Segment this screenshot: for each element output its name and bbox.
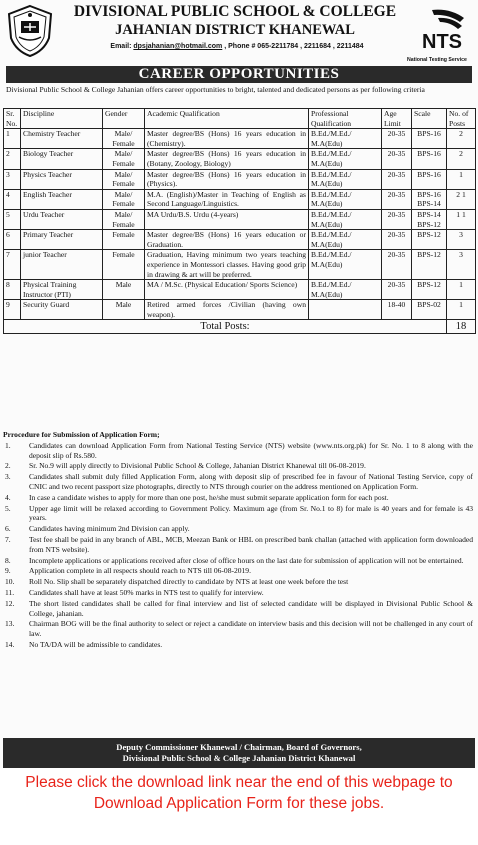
total-value: 18	[447, 320, 476, 334]
table-row	[4, 129, 476, 149]
procedure-item-text: Candidates can download Application Form from National Testing Service (NTS) website (www.nts.org.pk) for Sr. No. 1 to 8 along with the deposit slip of Rs.580.	[29, 440, 473, 460]
authority-footer	[3, 738, 475, 768]
cell-professional: B.Ed./M.Ed./ M.A(Edu)	[309, 149, 382, 169]
cell-academic: Master degree/BS (Hons) 16 years education in (Chemistry).	[145, 129, 309, 149]
procedure-item-text: Candidates shall have at least 50% marks in NTS test to qualify for interview.	[29, 587, 264, 597]
procedure-item-text: Candidates having minimum 2nd Division can apply.	[29, 524, 190, 534]
procedure-item	[3, 566, 473, 576]
table-row	[4, 230, 476, 250]
procedure-item-text: The short listed candidates shall be called for final interview and list of selected candidate will be displayed in Divisional Public School & College, jahanian.	[29, 598, 473, 618]
school-crest-icon	[4, 4, 56, 58]
procedure-item	[3, 619, 473, 639]
procedure-item	[3, 461, 473, 471]
cell-scale: BPS-12	[412, 250, 447, 280]
cell-academic: M.A. (English)/Master in Teaching of English as Second Language/Linguistics.	[145, 189, 309, 209]
cell-age: 20-35	[382, 230, 412, 250]
nts-logo-text: NTS	[422, 31, 462, 53]
col-header-posts: No. of Posts	[447, 109, 476, 129]
col-header-gender: Gender	[103, 109, 145, 129]
table-row	[4, 300, 476, 320]
nts-logo-icon	[402, 6, 472, 64]
cell-academic: Master degree/BS (Hons) 16 years education in (Physics).	[145, 169, 309, 189]
cell-academic: Master degree/BS (Hons) 16 years education or Graduation.	[145, 230, 309, 250]
jobs-table	[3, 108, 476, 334]
school-subtitle: JAHANIAN DISTRICT KHANEWAL	[115, 22, 355, 38]
cell-posts: 1 1	[447, 209, 476, 229]
table-row	[4, 209, 476, 229]
cell-academic: Retired armed forces /Civilian (having own weapon).	[145, 300, 309, 320]
procedure-item-text: Incomplete applications or applications received after close of office hours on the last date for submission of application will not be entertained.	[29, 555, 464, 565]
cell-age: 20-35	[382, 209, 412, 229]
procedure-item-text: Roll No. Slip shall be separately dispatched directly to candidate by NTS at least one week before the test	[29, 577, 349, 587]
cell-gender: Male/ Female	[103, 129, 145, 149]
table-header-row	[4, 109, 476, 129]
cell-gender: Female	[103, 250, 145, 280]
cell-sr: 9	[4, 300, 21, 320]
cell-scale: BPS-12	[412, 230, 447, 250]
cell-professional: B.Ed./M.Ed./ M.A(Edu)	[309, 230, 382, 250]
procedure-item-number: 4.	[5, 492, 11, 502]
cell-sr: 7	[4, 250, 21, 280]
cell-age: 18-40	[382, 300, 412, 320]
cell-professional: B.Ed./M.Ed./ M.A(Edu)	[309, 169, 382, 189]
procedure-item	[3, 441, 473, 461]
cell-age: 20-35	[382, 129, 412, 149]
cell-professional: B.Ed./M.Ed./ M.A(Edu)	[309, 209, 382, 229]
cell-scale: BPS-14 BPS-12	[412, 209, 447, 229]
cell-scale: BPS-16	[412, 149, 447, 169]
cell-gender: Female	[103, 230, 145, 250]
cell-posts: 1	[447, 169, 476, 189]
col-header-academic: Academic Qualification	[145, 109, 309, 129]
cell-discipline: Chemistry Teacher	[21, 129, 103, 149]
cell-sr: 6	[4, 230, 21, 250]
nts-logo-caption: National Testing Service	[407, 57, 467, 63]
cell-age: 20-35	[382, 189, 412, 209]
procedure-item-number: 7.	[5, 534, 11, 544]
procedure-item	[3, 535, 473, 555]
table-row	[4, 280, 476, 300]
cell-sr: 3	[4, 169, 21, 189]
procedure-item-text: Sr. No.9 will apply directly to Divisional Public School & College, Jahanian District Khanewal till 06-08-2019.	[29, 461, 366, 471]
cell-age: 20-35	[382, 250, 412, 280]
procedure-item-text: Candidates shall submit duly filled Application Form, along with deposit slip of prescribed fee in favour of National Testing Service, copy of CNIC and two recent passport size photographs, directly to NTS through courier on the address mentioned on Application Form.	[29, 472, 473, 491]
cell-discipline: junior Teacher	[21, 250, 103, 280]
cell-gender: Male	[103, 300, 145, 320]
cell-professional: B.Ed./M.Ed./ M.A(Edu)	[309, 250, 382, 280]
cell-professional	[309, 300, 382, 320]
cell-scale: BPS-12	[412, 280, 447, 300]
col-header-scale: Scale	[412, 109, 447, 129]
cell-posts: 2	[447, 129, 476, 149]
procedure-item-number: 2.	[5, 461, 11, 471]
col-header-professional: Professional Qualification	[309, 109, 382, 129]
cell-discipline: Physical Training Instructor (PTI)	[21, 280, 103, 300]
cell-scale: BPS-16	[412, 169, 447, 189]
ad-header	[0, 0, 478, 66]
cell-sr: 4	[4, 189, 21, 209]
procedure-item-text: In case a candidate wishes to apply for more than one post, he/she must submit separate application form for each post.	[29, 492, 389, 502]
cell-scale: BPS-16 BPS-14	[412, 189, 447, 209]
cell-discipline: Physics Teacher	[21, 169, 103, 189]
email-label: Email:	[110, 43, 132, 50]
procedure-item-number: 5.	[5, 503, 11, 513]
cell-sr: 8	[4, 280, 21, 300]
procedure-section	[3, 430, 473, 651]
school-title: DIVISIONAL PUBLIC SCHOOL & COLLEGE	[73, 3, 397, 20]
download-notice: Please click the download link near the end of this webpage to Download Application Form for these jobs.	[25, 774, 453, 812]
procedure-item-text: Chairman BOG will be the final authority to select or reject a candidate on interview basis and this decision will not be challenged in any court of law.	[29, 619, 473, 639]
cell-posts: 3	[447, 250, 476, 280]
cell-scale: BPS-16	[412, 129, 447, 149]
table-row	[4, 149, 476, 169]
cell-posts: 1	[447, 280, 476, 300]
procedure-item	[3, 599, 473, 619]
procedure-item-number: 10.	[5, 577, 15, 587]
cell-academic: Master degree/BS (Hons) 16 years education in (Botany, Zoology, Biology)	[145, 149, 309, 169]
procedure-item	[3, 493, 473, 503]
cell-academic: MA / M.Sc. (Physical Education/ Sports Science)	[145, 280, 309, 300]
cell-posts: 2	[447, 149, 476, 169]
cell-academic: Graduation, Having minimum two years teaching experience in Montessori classes. Having good grip in drawing & art will be preferred.	[145, 250, 309, 280]
cell-sr: 2	[4, 149, 21, 169]
table-row	[4, 169, 476, 189]
procedure-item	[3, 577, 473, 587]
total-row	[4, 320, 476, 334]
authority-line-1: Deputy Commissioner Khanewal / Chairman, Board of Governors,	[116, 742, 362, 752]
phone-text: , Phone # 065-2211784 , 2211684 , 2211484	[224, 43, 364, 50]
cell-gender: Male/ Female	[103, 189, 145, 209]
cell-age: 20-35	[382, 280, 412, 300]
procedure-item-number: 8.	[5, 555, 11, 565]
col-header-age: Age Limit	[382, 109, 412, 129]
cell-discipline: English Teacher	[21, 189, 103, 209]
procedure-item	[3, 588, 473, 598]
cell-sr: 1	[4, 129, 21, 149]
procedure-item-number: 14.	[5, 639, 15, 649]
procedure-item-number: 9.	[5, 566, 11, 576]
cell-gender: Male/ Female	[103, 149, 145, 169]
col-header-sr: Sr. No.	[4, 109, 21, 129]
email-link[interactable]: dpsjahanian@hotmail.com	[133, 43, 223, 50]
procedure-item-number: 13.	[5, 619, 15, 629]
procedure-item-number: 6.	[5, 524, 11, 534]
jobs-table-body	[4, 129, 476, 334]
cell-discipline: Biology Teacher	[21, 149, 103, 169]
procedure-item	[3, 556, 473, 566]
career-banner: CAREER OPPORTUNITIES	[6, 66, 472, 83]
procedure-item-text: No TA/DA will be admissible to candidates.	[29, 639, 163, 649]
col-header-discipline: Discipline	[21, 109, 103, 129]
cell-gender: Male/ Female	[103, 169, 145, 189]
cell-discipline: Primary Teacher	[21, 230, 103, 250]
intro-text: Divisional Public School & College Jahanian offers career opportunities to bright, talented and dedicated persons as per following criteria	[6, 85, 425, 94]
procedure-item	[3, 640, 473, 650]
cell-academic: MA Urdu/B.S. Urdu (4-years)	[145, 209, 309, 229]
cell-posts: 3	[447, 230, 476, 250]
table-row	[4, 250, 476, 280]
procedure-item	[3, 472, 473, 492]
procedure-list	[3, 441, 473, 650]
cell-age: 20-35	[382, 169, 412, 189]
cell-posts: 2 1	[447, 189, 476, 209]
cell-gender: Male	[103, 280, 145, 300]
procedure-item-number: 12.	[5, 598, 15, 608]
procedure-item-text: Upper age limit will be relaxed according to Government Policy. Maximum age (from Sr. No.1 to 8) for male is 40 years and for female is 43 years.	[29, 503, 473, 523]
procedure-title: Prrocedure for Submission of Application Form;	[3, 430, 160, 439]
procedure-item-text: Test fee shall be paid in any branch of ABL, MCB, Meezan Bank or HBL on prescribed bank challan (attached with application form downloaded from NTS website).	[29, 534, 473, 554]
cell-professional: B.Ed./M.Ed./ M.A(Edu)	[309, 280, 382, 300]
procedure-item-number: 3.	[5, 472, 11, 482]
procedure-item	[3, 504, 473, 524]
cell-scale: BPS-02	[412, 300, 447, 320]
procedure-item	[3, 524, 473, 534]
cell-posts: 1	[447, 300, 476, 320]
cell-discipline: Security Guard	[21, 300, 103, 320]
cell-sr: 5	[4, 209, 21, 229]
contact-line	[62, 43, 412, 50]
total-label: Total Posts:	[4, 320, 447, 334]
procedure-item-number: 11.	[5, 587, 15, 597]
cell-professional: B.Ed./M.Ed./ M.A(Edu)	[309, 189, 382, 209]
cell-professional: B.Ed./M.Ed./ M.A(Edu)	[309, 129, 382, 149]
procedure-item-number: 1.	[5, 440, 11, 450]
table-row	[4, 189, 476, 209]
authority-line-2: Divisional Public School & College Jahanian District Khanewal	[122, 753, 356, 763]
cell-age: 20-35	[382, 149, 412, 169]
cell-discipline: Urdu Teacher	[21, 209, 103, 229]
procedure-item-text: Application complete in all respects should reach to NTS till 06-08-2019.	[29, 566, 251, 576]
cell-gender: Male/ Female	[103, 209, 145, 229]
